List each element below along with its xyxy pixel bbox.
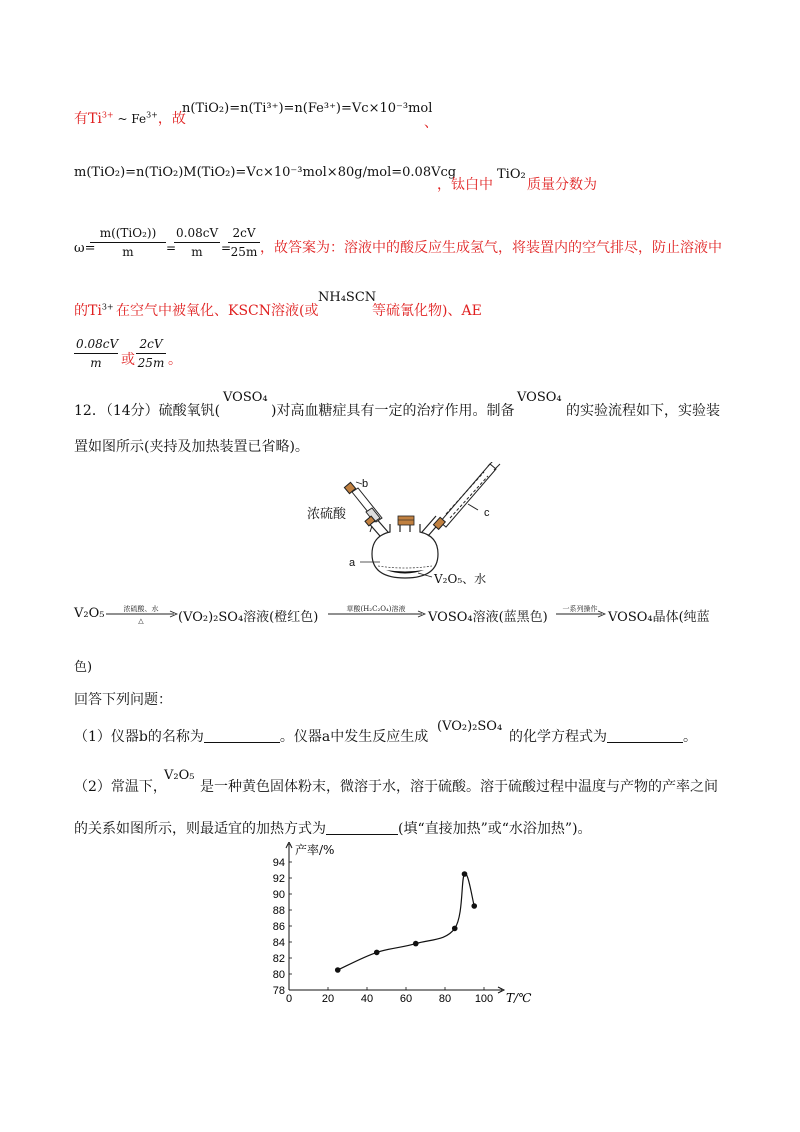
y-tick-label: 94 [272, 857, 285, 869]
text-segment: 置如图所示(夹持及加热装置已省略)。 [74, 439, 309, 455]
text-segment: = [221, 241, 232, 255]
fraction-3 [228, 226, 260, 259]
q12-line-a-mid [271, 400, 514, 420]
reflux-condenser [433, 462, 500, 529]
flow-product-3-cont [74, 656, 92, 675]
separator [424, 112, 438, 132]
text-segment: ~ Fe [113, 112, 147, 126]
x-tick-label: 40 [360, 993, 374, 1005]
text-segment: 。 [683, 729, 697, 745]
chem-vo2-2-so4 [437, 719, 502, 734]
label-a [349, 557, 355, 569]
answer-line-3 [260, 237, 722, 257]
formula-text: m(TiO₂)=n(TiO₂)M(TiO₂)=Vc×10⁻³mol×80g/mol=0.08Vcg [74, 165, 457, 180]
y-tick-label: 90 [272, 889, 285, 901]
chem-formula: (VO₂)₂SO₄ [437, 719, 503, 734]
flow-product-1 [178, 606, 318, 625]
text-segment: 12．（14分）硫酸氧钒( [74, 403, 221, 419]
denominator: 25m [137, 356, 165, 370]
label-contents [434, 570, 486, 587]
text-segment: 、 [424, 115, 438, 131]
answer-blank[interactable] [607, 728, 683, 743]
answer-line-2-tail [527, 174, 597, 194]
chem-formula: V₂O₅ [164, 768, 195, 783]
chem-formula: VOSO₄ [223, 390, 268, 405]
superscript: 3+ [101, 110, 114, 120]
y-tick-label: 82 [272, 953, 285, 965]
arrow-3 [556, 610, 606, 618]
label-c [484, 507, 490, 519]
text-segment: △ [138, 617, 144, 625]
text-segment: = [166, 241, 177, 255]
numerator: m((TiO₂)) [90, 226, 166, 243]
answer-line-4 [74, 300, 114, 320]
period [168, 349, 182, 369]
x-tick-label: 80 [438, 993, 452, 1005]
y-tick-label: 84 [272, 937, 285, 949]
text-segment: 的Ti [74, 303, 102, 319]
data-point [413, 941, 419, 947]
data-point [335, 967, 341, 973]
text-segment: 的化学方程式为 [509, 729, 607, 745]
data-point [471, 903, 477, 909]
subq-2-b [200, 776, 718, 796]
text-segment: 。仪器a中发生反应生成 [279, 729, 429, 745]
flow-product-2 [428, 606, 548, 625]
or-label [121, 349, 135, 369]
data-point [452, 926, 458, 932]
data-point [462, 871, 468, 877]
flow-product-3 [608, 606, 710, 625]
flow-start [74, 606, 104, 621]
text-segment: 或 [121, 352, 135, 368]
center-stopper [398, 516, 414, 525]
chem-formula: NH₄SCN [318, 290, 377, 305]
text-segment: (VO₂)₂SO₄溶液(橙红色) [178, 610, 319, 625]
chem-tio2 [497, 167, 526, 182]
flask-liquid [378, 566, 432, 574]
text-segment: ，故答案为：溶液中的酸反应生成氢气，将装置内的空气排尽，防止溶液中 [260, 240, 722, 256]
q12-line-b [74, 436, 309, 456]
chem-nh4scn [318, 290, 376, 305]
text-segment: 。 [168, 352, 182, 368]
subq-1 [74, 726, 428, 746]
text-segment: VOSO₄晶体(纯蓝 [608, 610, 710, 625]
numerator: 2cV [228, 226, 260, 243]
x-tick-label: 60 [399, 993, 413, 1005]
text-segment: 一系列操作 [562, 605, 598, 613]
text-segment: 质量分数为 [527, 177, 597, 193]
text-segment: 有Ti [74, 111, 102, 127]
yield-temperature-chart [262, 842, 542, 1012]
answer-line-4-mid [116, 300, 318, 320]
text-segment: V₂O₅、水 [434, 572, 487, 586]
fraction-answer-2 [136, 337, 166, 370]
y-axis-label: 产率/% [295, 843, 335, 857]
yield-curve [338, 874, 475, 970]
answer-blank[interactable] [326, 820, 398, 835]
label-b [362, 478, 368, 490]
subq-2-c [74, 818, 592, 838]
subq-1-tail [509, 726, 697, 746]
answer-line-4-tail [372, 300, 482, 320]
answer-prompt [74, 689, 172, 709]
formula-mass [74, 165, 456, 180]
q12-line-a [74, 400, 220, 420]
text-segment: )对高血糖症具有一定的治疗作用。制备 [271, 403, 515, 419]
text-segment: （2）常温下， [74, 779, 167, 795]
y-tick-label: 92 [272, 873, 285, 885]
answer-line-2 [437, 174, 493, 194]
label-acid [307, 503, 346, 522]
answer-blank[interactable] [204, 728, 280, 743]
chem-voso4 [223, 390, 268, 405]
arrow1-heat [106, 617, 176, 625]
numerator: 2cV [136, 337, 166, 354]
formula-text: n(TiO₂)=n(Ti³⁺)=n(Fe³⁺)=Vc×10⁻³mol [182, 101, 433, 116]
data-point [374, 950, 380, 956]
numerator: 0.08cV [74, 337, 118, 354]
denominator: m [122, 245, 134, 259]
chem-formula: V₂O₅ [74, 606, 105, 621]
text-segment: ，故 [157, 111, 186, 127]
text-segment: 浓硫酸 [307, 507, 347, 522]
chem-voso4 [517, 390, 562, 405]
text-segment: ，钛白中 [437, 177, 493, 193]
fraction-1 [90, 226, 166, 259]
arrow-2 [328, 610, 426, 618]
q12-line-a-tail [566, 400, 720, 420]
subq-2-a [74, 776, 167, 796]
denominator: m [191, 245, 203, 259]
text-segment: 回答下列问题： [74, 692, 172, 708]
formula-moles [182, 101, 432, 116]
chem-v2o5 [164, 768, 194, 783]
y-tick-label: 88 [272, 905, 285, 917]
x-tick-label: 0 [285, 993, 293, 1005]
chem-formula: VOSO₄ [517, 390, 562, 405]
x-tick-label: 100 [474, 993, 494, 1005]
superscript: 3+ [101, 302, 114, 312]
answer-line-1 [74, 108, 186, 128]
text-segment: 的实验流程如下，实验装 [566, 403, 720, 419]
text-segment: ω= [74, 241, 96, 256]
y-tick-label: 78 [272, 985, 285, 997]
text-segment: 草酸(H₂C₂O₄)溶液 [346, 605, 406, 613]
text-segment: a [349, 557, 356, 569]
numerator: 0.08cV [174, 226, 220, 243]
chem-formula: TiO₂ [497, 167, 526, 182]
fraction-2 [174, 226, 220, 259]
text-segment: （1）仪器b的名称为 [74, 729, 204, 745]
text-segment: 等硫氰化物)、AE [372, 303, 482, 319]
text-segment: 在空气中被氧化、KSCN溶液(或 [116, 303, 319, 319]
text-segment: (填“直接加热”或“水浴加热”)。 [398, 821, 592, 837]
text-segment: VOSO₄溶液(蓝黑色) [428, 610, 548, 625]
text-segment: 浓硫酸、水 [123, 605, 159, 613]
y-tick-label: 80 [272, 969, 285, 981]
fraction-answer-1 [74, 337, 118, 370]
superscript: 3+ [146, 110, 158, 120]
denominator: 25m [230, 245, 258, 259]
y-tick-label: 86 [272, 921, 285, 933]
denominator: m [90, 356, 102, 370]
text-segment: b [362, 478, 369, 490]
text-segment: 的关系如图所示，则最适宜的加热方式为 [74, 821, 326, 837]
x-tick-label: 20 [321, 993, 335, 1005]
text-segment: 是一种黄色固体粉末，微溶于水，溶于硫酸。溶于硫酸过程中温度与产物的产率之间 [200, 779, 718, 795]
text-segment: c [484, 507, 490, 519]
text-segment: 色) [74, 660, 93, 675]
x-axis-label: T/℃ [506, 991, 532, 1005]
